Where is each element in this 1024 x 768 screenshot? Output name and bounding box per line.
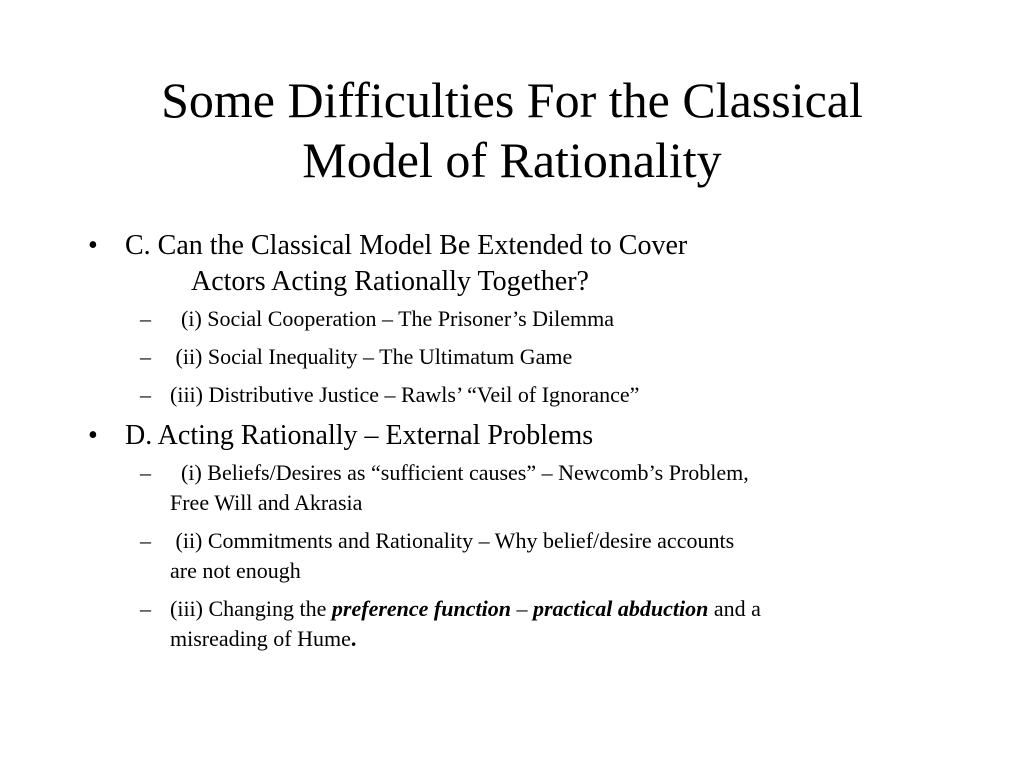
sub-item xyxy=(0,594,1024,654)
sub-item-suffix: and a xyxy=(708,596,761,621)
sub-item xyxy=(0,526,1024,586)
title-line-1: Some Difficulties For the Classical xyxy=(161,72,863,128)
sub-item-text-cont: Free Will and Akrasia xyxy=(170,490,363,515)
sub-item-end: . xyxy=(350,626,357,651)
slide-body xyxy=(0,228,1024,662)
sub-item-text: (iii) Distributive Justice – Rawls’ “Veil of Ignorance” xyxy=(170,382,640,407)
title-line-2: Model of Rationality xyxy=(302,132,722,188)
section-d-heading: D. Acting Rationally – External Problems xyxy=(125,420,594,451)
section-c-heading-cont: Actors Acting Rationally Together? xyxy=(191,266,589,297)
bullet-section-d xyxy=(0,418,1024,454)
sub-item xyxy=(0,342,1024,372)
sub-item-text: (ii) Social Inequality – The Ultimatum Game xyxy=(170,344,573,369)
bullet-icon: • xyxy=(88,420,98,451)
section-c-heading: C. Can the Classical Model Be Extended to Cover xyxy=(125,230,688,261)
sub-item-text-cont: are not enough xyxy=(170,558,301,583)
sub-item xyxy=(0,380,1024,410)
dash-icon: – xyxy=(140,528,151,553)
emphasis-practical-abduction: practical abduction xyxy=(532,596,709,621)
sub-item-line2: misreading of Hume xyxy=(170,626,351,651)
sub-item-text: (ii) Commitments and Rationality – Why belief/desire accounts xyxy=(170,528,735,553)
sub-item-text: (i) Beliefs/Desires as “sufficient causes” – Newcomb’s Problem, xyxy=(170,460,749,485)
dash-icon: – xyxy=(140,306,151,331)
dash-icon: – xyxy=(140,460,151,485)
sub-item-prefix: (iii) Changing the xyxy=(170,596,332,621)
sub-item xyxy=(0,458,1024,518)
dash-icon: – xyxy=(140,382,151,407)
sub-item-mid: – xyxy=(510,596,533,621)
sub-item-text xyxy=(170,594,944,624)
slide-title xyxy=(0,70,1024,190)
emphasis-preference-function: preference function xyxy=(331,596,511,621)
dash-icon: – xyxy=(140,344,151,369)
dash-icon: – xyxy=(140,596,151,621)
sub-item-text: (i) Social Cooperation – The Prisoner’s Dilemma xyxy=(170,306,614,331)
sub-item xyxy=(0,304,1024,334)
sub-item-text-cont xyxy=(170,624,944,654)
bullet-icon: • xyxy=(88,230,98,261)
bullet-section-c xyxy=(0,228,1024,300)
